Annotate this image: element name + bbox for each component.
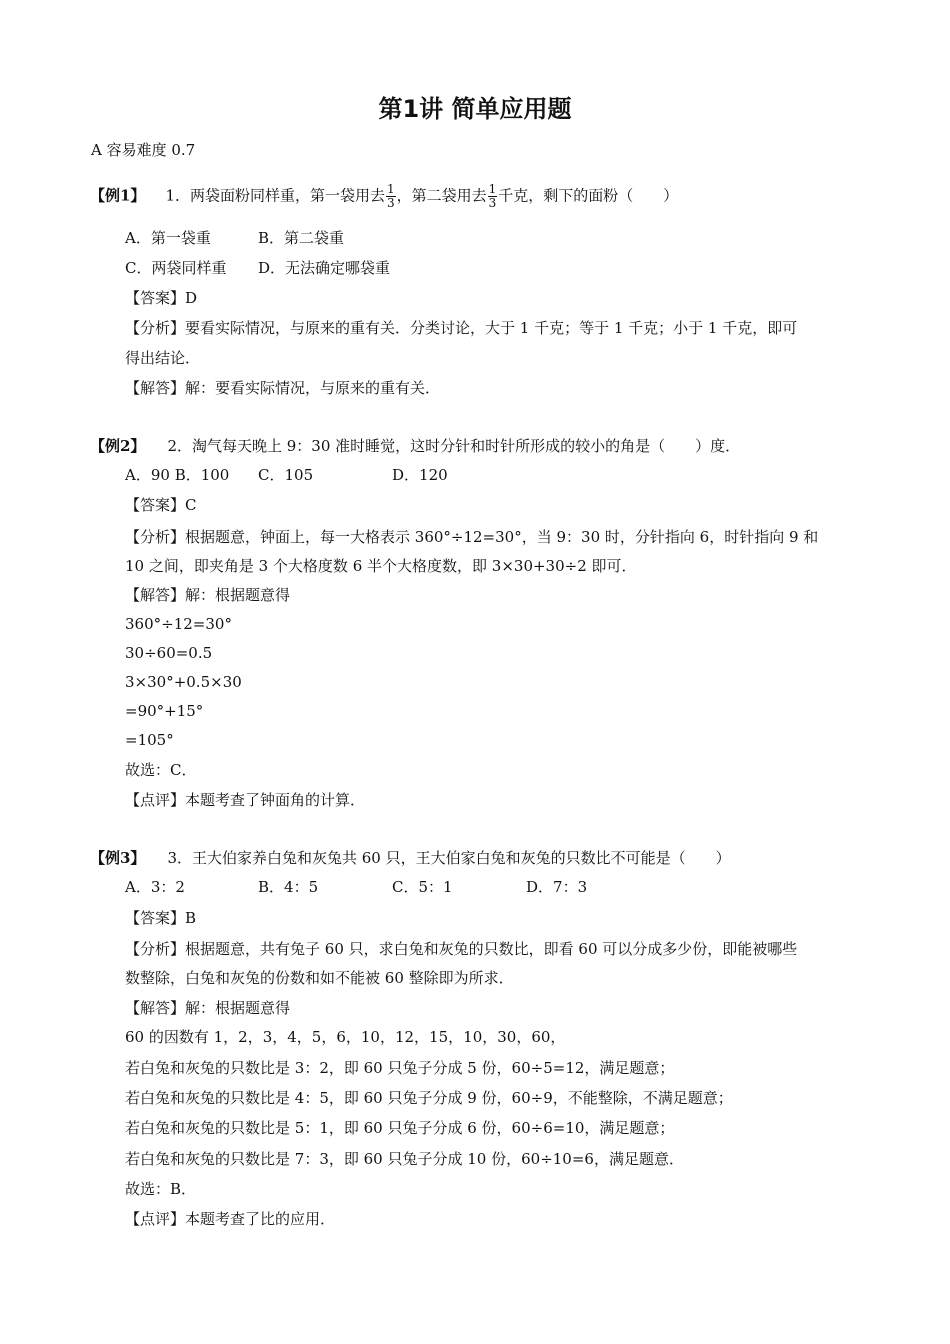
example-2-tag: 【例2】 xyxy=(90,437,146,455)
example-2-comment: 【点评】本题考查了钟面角的计算． xyxy=(125,791,366,809)
example-1-option-d: D．无法确定哪袋重 xyxy=(258,259,391,277)
example-2-step-1: 360°÷12=30° xyxy=(125,615,232,633)
example-3-case-4: 若白兔和灰兔的只数比是 7：3，即 60 只兔子分成 10 份，60÷10=6，满足题意． xyxy=(125,1150,684,1168)
example-2-analysis-line-2: 10 之间，即夹角是 3 个大格度数 6 半个大格度数，即 3×30+30÷2 即可． xyxy=(125,557,637,575)
example-3-question-text: 3．王大伯家养白兔和灰兔共 60 只，王大伯家白兔和灰兔的只数比不可能是（ ） xyxy=(167,849,731,867)
example-3-option-c: C．5：1 xyxy=(392,878,453,896)
example-2-question-text: 2．淘气每天晚上 9：30 准时睡觉，这时分针和时针所形成的较小的角是（ ）度． xyxy=(167,437,741,455)
example-3-tag: 【例3】 xyxy=(90,849,146,867)
example-3-conclusion: 故选：B． xyxy=(125,1180,197,1198)
example-1-question xyxy=(90,183,678,210)
example-2-question xyxy=(90,436,740,456)
example-2-solution-head: 【解答】解：根据题意得 xyxy=(125,586,291,604)
example-2-option-c: C．105 xyxy=(258,466,314,484)
example-1-question-text-b: ，第二袋用去 xyxy=(396,186,487,205)
example-1-option-a: A．第一袋重 xyxy=(125,229,211,247)
fraction-1-denominator: 3 xyxy=(386,196,395,210)
example-2-answer: 【答案】C xyxy=(125,496,197,514)
example-3-option-d: D．7：3 xyxy=(526,878,588,896)
example-3-comment: 【点评】本题考查了比的应用． xyxy=(125,1210,336,1228)
example-2-options-ab: A．90 B．100 xyxy=(125,466,230,484)
example-2-step-5: =105° xyxy=(125,731,174,749)
example-3-option-a: A．3：2 xyxy=(125,878,185,896)
difficulty-label: A 容易难度 0.7 xyxy=(91,141,196,159)
fraction-1-numerator: 1 xyxy=(386,182,395,196)
example-3-option-b: B．4：5 xyxy=(258,878,319,896)
example-1-tag: 【例1】 xyxy=(90,186,146,205)
fraction-one-third-2 xyxy=(488,183,498,210)
fraction-one-third-1 xyxy=(386,183,396,210)
example-2-conclusion: 故选：C． xyxy=(125,761,197,779)
example-1-analysis-line-2: 得出结论． xyxy=(125,349,201,367)
example-1-question-text-c: 千克，剩下的面粉（ ） xyxy=(498,186,679,205)
example-3-case-2: 若白兔和灰兔的只数比是 4：5，即 60 只兔子分成 9 份，60÷9，不能整除，不满足题意； xyxy=(125,1089,733,1107)
example-3-factors: 60 的因数有 1，2，3，4，5，6，10，12，15，10，30，60， xyxy=(125,1028,566,1046)
example-1-option-c: C．两袋同样重 xyxy=(125,259,227,277)
fraction-2-denominator: 3 xyxy=(488,196,497,210)
example-1-option-b: B．第二袋重 xyxy=(258,229,345,247)
example-2-step-2: 30÷60=0.5 xyxy=(125,644,213,662)
example-3-case-1: 若白兔和灰兔的只数比是 3：2，即 60 只兔子分成 5 份，60÷5=12，满足题意； xyxy=(125,1059,675,1077)
example-3-solution-head: 【解答】解：根据题意得 xyxy=(125,999,291,1017)
example-1-solution: 【解答】解：要看实际情况，与原来的重有关． xyxy=(125,379,441,397)
example-3-question xyxy=(90,848,731,868)
example-1-analysis-line-1: 【分析】要看实际情况，与原来的重有关．分类讨论，大于 1 千克；等于 1 千克；小于 1 千克，即可 xyxy=(125,319,798,337)
example-3-analysis-line-2: 数整除，白兔和灰兔的份数和如不能被 60 整除即为所求． xyxy=(125,969,514,987)
example-3-analysis-line-1: 【分析】根据题意，共有兔子 60 只，求白兔和灰兔的只数比，即看 60 可以分成多少份，即能被哪些 xyxy=(125,940,798,958)
example-1-question-text-a: 1．两袋面粉同样重，第一袋用去 xyxy=(165,186,385,205)
example-2-step-4: =90°+15° xyxy=(125,702,204,720)
example-3-case-3: 若白兔和灰兔的只数比是 5：1，即 60 只兔子分成 6 份，60÷6=10，满足题意； xyxy=(125,1119,675,1137)
page-title: 第1讲 简单应用题 xyxy=(378,95,572,123)
example-2-analysis-line-1: 【分析】根据题意，钟面上，每一大格表示 360°÷12=30°，当 9：30 时，分针指向 6，时针指向 9 和 xyxy=(125,528,819,546)
example-3-answer: 【答案】B xyxy=(125,909,197,927)
example-2-option-d: D．120 xyxy=(392,466,448,484)
fraction-2-numerator: 1 xyxy=(488,182,497,196)
example-1-answer: 【答案】D xyxy=(125,289,198,307)
example-2-step-3: 3×30°+0.5×30 xyxy=(125,673,242,691)
